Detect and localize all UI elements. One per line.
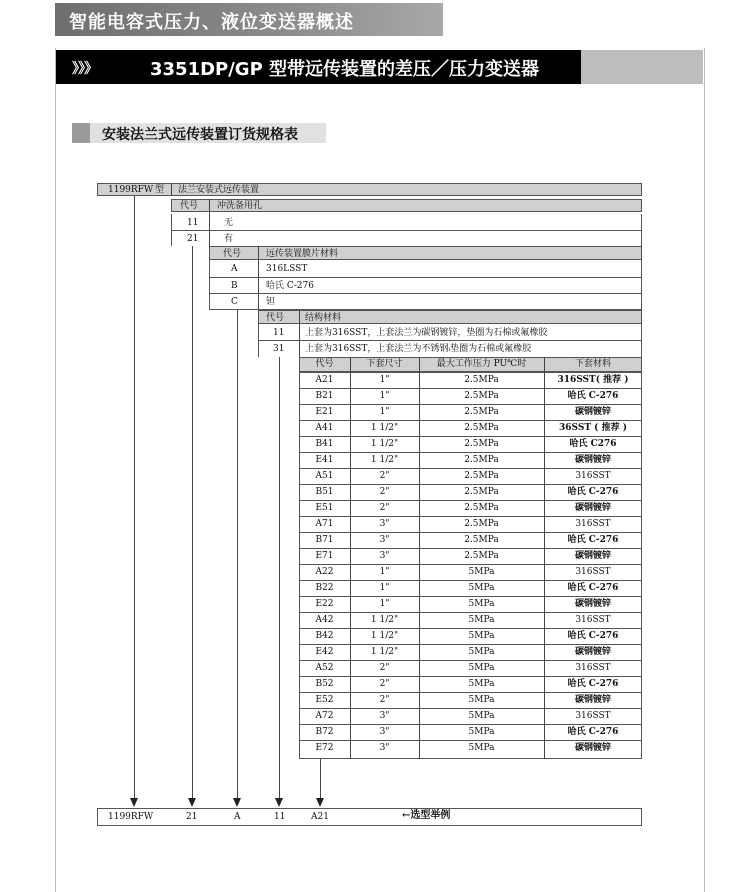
lower-cell: 316SST [575, 471, 611, 481]
lower-cell: 5MPa [468, 743, 495, 753]
lower-cell: 3" [379, 519, 390, 529]
lower-cell: 2.5MPa [464, 391, 499, 401]
lower-cell: A72 [315, 711, 334, 721]
lower-cell: A22 [315, 567, 334, 577]
lower-housing-table [299, 357, 642, 759]
lower-cell: 哈氏 C-276 [567, 535, 619, 545]
lower-cell: 2.5MPa [464, 375, 499, 385]
lower-cell: 哈氏 C-276 [567, 679, 619, 689]
structure-row-desc: 上套为316SST，上套法兰为碳钢镀锌，垫圈为石棉或氟橡胶 [305, 328, 548, 338]
lower-cell: A21 [315, 375, 334, 385]
lower-cell: 1" [379, 583, 390, 593]
lower-cell: E51 [315, 503, 334, 513]
lower-cell: B22 [315, 583, 334, 593]
lower-cell: B51 [315, 487, 334, 497]
lower-cell: 5MPa [468, 583, 495, 593]
lower-cell: 哈氏 C-276 [567, 631, 619, 641]
lower-cell: 2" [379, 695, 390, 705]
page-title: 3351DP/GP 型带远传装置的差压／压力变送器 [150, 59, 540, 80]
lower-header-cell: 下套尺寸 [366, 359, 403, 369]
lower-cell: 316SST [575, 567, 611, 577]
diaphragm-header-code: 代号 [223, 249, 242, 259]
diaphragm-row-code: B [231, 281, 238, 291]
structure-row-code: 11 [273, 328, 285, 338]
lower-cell: 2" [379, 663, 390, 673]
lower-cell: 碳钢镀锌 [574, 503, 611, 513]
lower-cell: 5MPa [468, 567, 495, 577]
lower-cell: 哈氏 C276 [569, 439, 617, 449]
lower-cell: 3" [379, 711, 390, 721]
lower-cell: 316SST [575, 663, 611, 673]
flush-row-code: 21 [187, 234, 199, 244]
lower-cell: E21 [315, 407, 334, 417]
diaphragm-row-desc: 316LSST [266, 264, 308, 274]
diaphragm-row-desc: 哈氏 C-276 [266, 281, 314, 291]
lower-cell: 哈氏 C-276 [567, 487, 619, 497]
lower-cell: 2" [379, 503, 390, 513]
lower-cell: 5MPa [468, 631, 495, 641]
lower-cell: 5MPa [468, 599, 495, 609]
lower-cell: E42 [315, 647, 334, 657]
lower-cell: 碳钢镀锌 [574, 407, 611, 417]
lower-cell: 316SST [575, 615, 611, 625]
lower-cell: 5MPa [468, 647, 495, 657]
lower-cell: E71 [315, 551, 334, 561]
lower-header-cell: 下套材料 [574, 359, 611, 369]
connector-line [279, 357, 280, 798]
lower-cell: 2.5MPa [464, 487, 499, 497]
lower-cell: 316SST [575, 711, 611, 721]
lower-cell: 3" [379, 727, 390, 737]
arrow-down-icon [130, 798, 138, 807]
lower-cell: 1 1/2" [370, 439, 399, 449]
lower-cell: 2" [379, 679, 390, 689]
lower-cell: 3" [379, 551, 390, 561]
lower-cell: 2.5MPa [464, 503, 499, 513]
lower-cell: 碳钢镀锌 [574, 647, 611, 657]
lower-cell: 5MPa [468, 679, 495, 689]
lower-cell: 碳钢镀锌 [574, 551, 611, 561]
lower-cell: 2.5MPa [464, 439, 499, 449]
model-suffix: 型 [155, 185, 165, 195]
structure-row-code: 31 [273, 344, 285, 354]
model-desc: 法兰安装式远传装置 [178, 185, 260, 195]
section-title: 安装法兰式远传装置订货规格表 [102, 127, 298, 143]
lower-cell: 碳钢镀锌 [574, 743, 611, 753]
top-banner-text: 智能电容式压力、液位变送器概述 [69, 12, 354, 33]
lower-cell: 2.5MPa [464, 519, 499, 529]
lower-cell: A52 [315, 663, 334, 673]
top-banner [55, 3, 443, 36]
title-arrows-icon: 》》》 [72, 61, 97, 77]
lower-cell: B72 [315, 727, 334, 737]
model-code: 1199RFW [108, 185, 154, 195]
example-label: ←选型举例 [402, 810, 451, 821]
lower-cell: A42 [315, 615, 334, 625]
lower-cell: 哈氏 C-276 [567, 727, 619, 737]
model-divider [171, 183, 172, 196]
lower-cell: 哈氏 C-276 [567, 583, 619, 593]
arrow-down-icon [316, 798, 324, 807]
lower-cell: A51 [315, 471, 334, 481]
example-part: A [234, 812, 241, 822]
lower-cell: 5MPa [468, 615, 495, 625]
connector-line [134, 196, 135, 798]
structure-header-code: 代号 [266, 313, 285, 323]
lower-cell: 3" [379, 535, 390, 545]
example-row [97, 808, 642, 826]
lower-cell: E41 [315, 455, 334, 465]
section-marker [72, 123, 90, 143]
lower-cell: A71 [315, 519, 334, 529]
lower-cell: B21 [315, 391, 334, 401]
lower-cell: 1" [379, 375, 390, 385]
flush-row-code: 11 [187, 218, 199, 228]
lower-cell: 36SST ( 推荐 ) [559, 423, 627, 433]
example-part: A21 [311, 812, 329, 822]
lower-cell: 碳钢镀锌 [574, 695, 611, 705]
lower-cell: 哈氏 C-276 [567, 391, 619, 401]
flush-header-desc: 冲洗备用孔 [217, 201, 263, 211]
connector-line [192, 246, 193, 798]
example-part: 11 [274, 812, 286, 822]
diaphragm-row-code: A [231, 264, 238, 274]
diaphragm-row-code: C [231, 297, 238, 307]
lower-cell: 碳钢镀锌 [574, 599, 611, 609]
lower-cell: 1" [379, 599, 390, 609]
lower-cell: 1 1/2" [370, 615, 399, 625]
lower-cell: 2.5MPa [464, 423, 499, 433]
arrow-down-icon [233, 798, 241, 807]
flush-header-code: 代号 [180, 201, 199, 211]
arrow-down-icon [275, 798, 283, 807]
lower-cell: 1" [379, 407, 390, 417]
lower-cell: 3" [379, 743, 390, 753]
lower-cell: 2.5MPa [464, 471, 499, 481]
lower-header-cell: 代号 [315, 359, 334, 369]
flush-row-desc: 有 [224, 234, 234, 244]
lower-cell: 1 1/2" [370, 423, 399, 433]
lower-cell: 2" [379, 471, 390, 481]
lower-cell: 316SST( 推荐 ) [557, 375, 629, 385]
lower-cell: E22 [315, 599, 334, 609]
lower-cell: B41 [315, 439, 334, 449]
diaphragm-header-desc: 远传装置膜片材料 [266, 249, 339, 259]
structure-header-desc: 结构材料 [305, 313, 342, 323]
lower-cell: 1" [379, 391, 390, 401]
lower-cell: 5MPa [468, 711, 495, 721]
example-part: 21 [186, 812, 198, 822]
lower-cell: 1" [379, 567, 390, 577]
structure-row-desc: 上套为316SST，上套法兰为不锈钢ᵢ垫圈为石棉或氟橡胶 [305, 344, 532, 354]
lower-header-cell: 最大工作压力 PU℃时 [436, 359, 527, 369]
diaphragm-row-desc: 钽 [266, 297, 276, 307]
lower-cell: 1 1/2" [370, 455, 399, 465]
lower-cell: 2.5MPa [464, 551, 499, 561]
lower-cell: 2" [379, 487, 390, 497]
lower-cell: E72 [315, 743, 334, 753]
lower-cell: B42 [315, 631, 334, 641]
lower-cell: 5MPa [468, 695, 495, 705]
lower-cell: 碳钢镀锌 [574, 455, 611, 465]
flush-row-desc: 无 [224, 218, 234, 228]
lower-cell: 2.5MPa [464, 407, 499, 417]
lower-cell: B52 [315, 679, 334, 689]
lower-cell: 5MPa [468, 727, 495, 737]
lower-cell: 5MPa [468, 663, 495, 673]
lower-cell: B71 [315, 535, 334, 545]
lower-cell: 316SST [575, 519, 611, 529]
lower-cell: 1 1/2" [370, 647, 399, 657]
connector-line [320, 759, 321, 798]
lower-cell: E52 [315, 695, 334, 705]
arrow-down-icon [188, 798, 196, 807]
lower-cell: 2.5MPa [464, 535, 499, 545]
example-part: 1199RFW [108, 812, 154, 822]
lower-cell: A41 [315, 423, 334, 433]
lower-cell: 1 1/2" [370, 631, 399, 641]
connector-line [237, 310, 238, 798]
lower-cell: 2.5MPa [464, 455, 499, 465]
